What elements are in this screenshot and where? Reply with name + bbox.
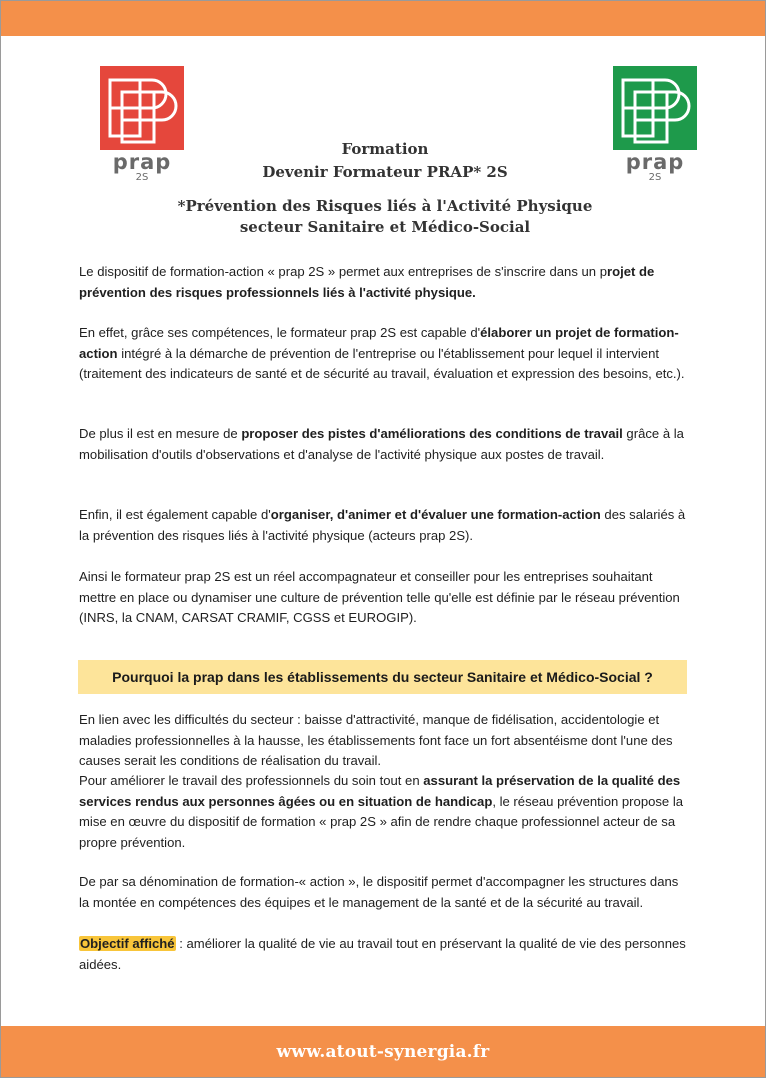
logo-wordmark: prap bbox=[625, 150, 685, 174]
prap-2s-logo-red bbox=[100, 66, 184, 186]
paragraph-text: intégré à la démarche de prévention de l'entreprise ou l'établissement pour lequel il intervient (traitement des indicateurs de santé et de sécurité au travail, évaluation et expression des besoins, etc.). bbox=[79, 345, 685, 382]
paragraph-text: Pour améliorer le travail des professionnels du soin tout en bbox=[79, 773, 424, 788]
footer-website-link[interactable]: www.atout-synergia.fr bbox=[276, 1042, 490, 1062]
paragraph-text: des salariés à la prévention des risques liés à l'activité physique (acteurs prap 2S). bbox=[79, 507, 686, 543]
paragraph-intro bbox=[79, 262, 691, 303]
paragraph-ameliorations bbox=[79, 424, 691, 465]
document-subtitle bbox=[170, 196, 600, 238]
paragraph-text: Le dispositif de formation-action « prap 2S » permet aux entreprises de s'inscrire dans un p bbox=[79, 264, 607, 279]
title-line-1: Formation bbox=[341, 140, 429, 158]
paragraph-bold-text: assurant la préservation de la qualité des services rendus aux personnes âgées ou en situation de handicap bbox=[79, 773, 681, 809]
paragraph-bold-text: organiser, d'animer et d'évaluer une formation-action bbox=[270, 507, 601, 522]
paragraph-difficultes: En lien avec les difficultés du secteur : baisse d'attractivité, manque de fidélisation, accidentologie et maladies professionnelles à la hausse, les établissements font face un fort absentéisme dont l'une des causes serait les conditions de réalisation du travail. bbox=[79, 712, 673, 769]
prap-logo-mark-green bbox=[613, 66, 697, 150]
paragraph-text: De plus il est en mesure de bbox=[79, 426, 242, 441]
paragraph-accompagnateur: Ainsi le formateur prap 2S est un réel accompagnateur et conseiller pour les entreprises souhaitant mettre en place ou dynamiser une culture de prévention telle qu'elle est définie par le réseau prévention (INRS, la CNAM, CARSAT CRAMIF, CGSS et EUROGIP). bbox=[79, 569, 680, 626]
callout-heading: Pourquoi la prap dans les établissements du secteur Sanitaire et Médico-Social ? bbox=[112, 669, 653, 685]
paragraph-text: En effet, grâce ses compétences, le formateur prap 2S est capable d' bbox=[79, 325, 481, 340]
logo-subtext: 2S bbox=[135, 172, 149, 183]
subtitle-line-2: secteur Sanitaire et Médico-Social bbox=[239, 218, 531, 236]
prap-logo-mark-red bbox=[100, 66, 184, 150]
prap-2s-logo-green bbox=[613, 66, 697, 186]
paragraph-bold-text: proposer des pistes d'améliorations des conditions de travail bbox=[241, 426, 623, 441]
paragraph-text: grâce à la mobilisation d'outils d'observations et d'analyse de l'activité physique aux postes de travail. bbox=[79, 426, 684, 462]
paragraph-preservation bbox=[79, 771, 691, 853]
logo-wordmark: prap bbox=[112, 150, 172, 174]
objectif-highlight: Objectif affiché bbox=[80, 936, 175, 951]
paragraph-bold-text: élaborer un projet de formation-action bbox=[79, 325, 679, 361]
paragraph-text: , le réseau prévention propose la mise en œuvre du dispositif de formation « prap 2S » afin de rendre chaque professionnel acteur de sa propre prévention. bbox=[79, 793, 684, 850]
title-line-2: Devenir Formateur PRAP* 2S bbox=[262, 163, 508, 181]
paragraph-bold-text: rojet de prévention des risques professionnels liés à l'activité physique. bbox=[79, 264, 655, 300]
paragraph-text: : améliorer la qualité de vie au travail tout en préservant la qualité de vie des personnes aidées. bbox=[79, 936, 686, 972]
paragraph-text: Enfin, il est également capable d' bbox=[79, 507, 271, 522]
footer-band bbox=[0, 1026, 766, 1078]
top-orange-band bbox=[0, 0, 766, 36]
paragraph-objectif bbox=[79, 934, 691, 975]
paragraph-formation-action bbox=[79, 505, 691, 546]
subtitle-line-1: *Prévention des Risques liés à l'Activité Physique bbox=[177, 197, 593, 215]
paragraph-competences bbox=[79, 323, 691, 385]
section-callout bbox=[78, 660, 687, 694]
document-title bbox=[190, 138, 580, 184]
paragraph-denomination: De par sa dénomination de formation-« action », le dispositif permet d'accompagner les structures dans la montée en compétences des équipes et le management de la santé et de la sécurité au travail. bbox=[79, 874, 679, 910]
logo-subtext: 2S bbox=[648, 172, 662, 183]
